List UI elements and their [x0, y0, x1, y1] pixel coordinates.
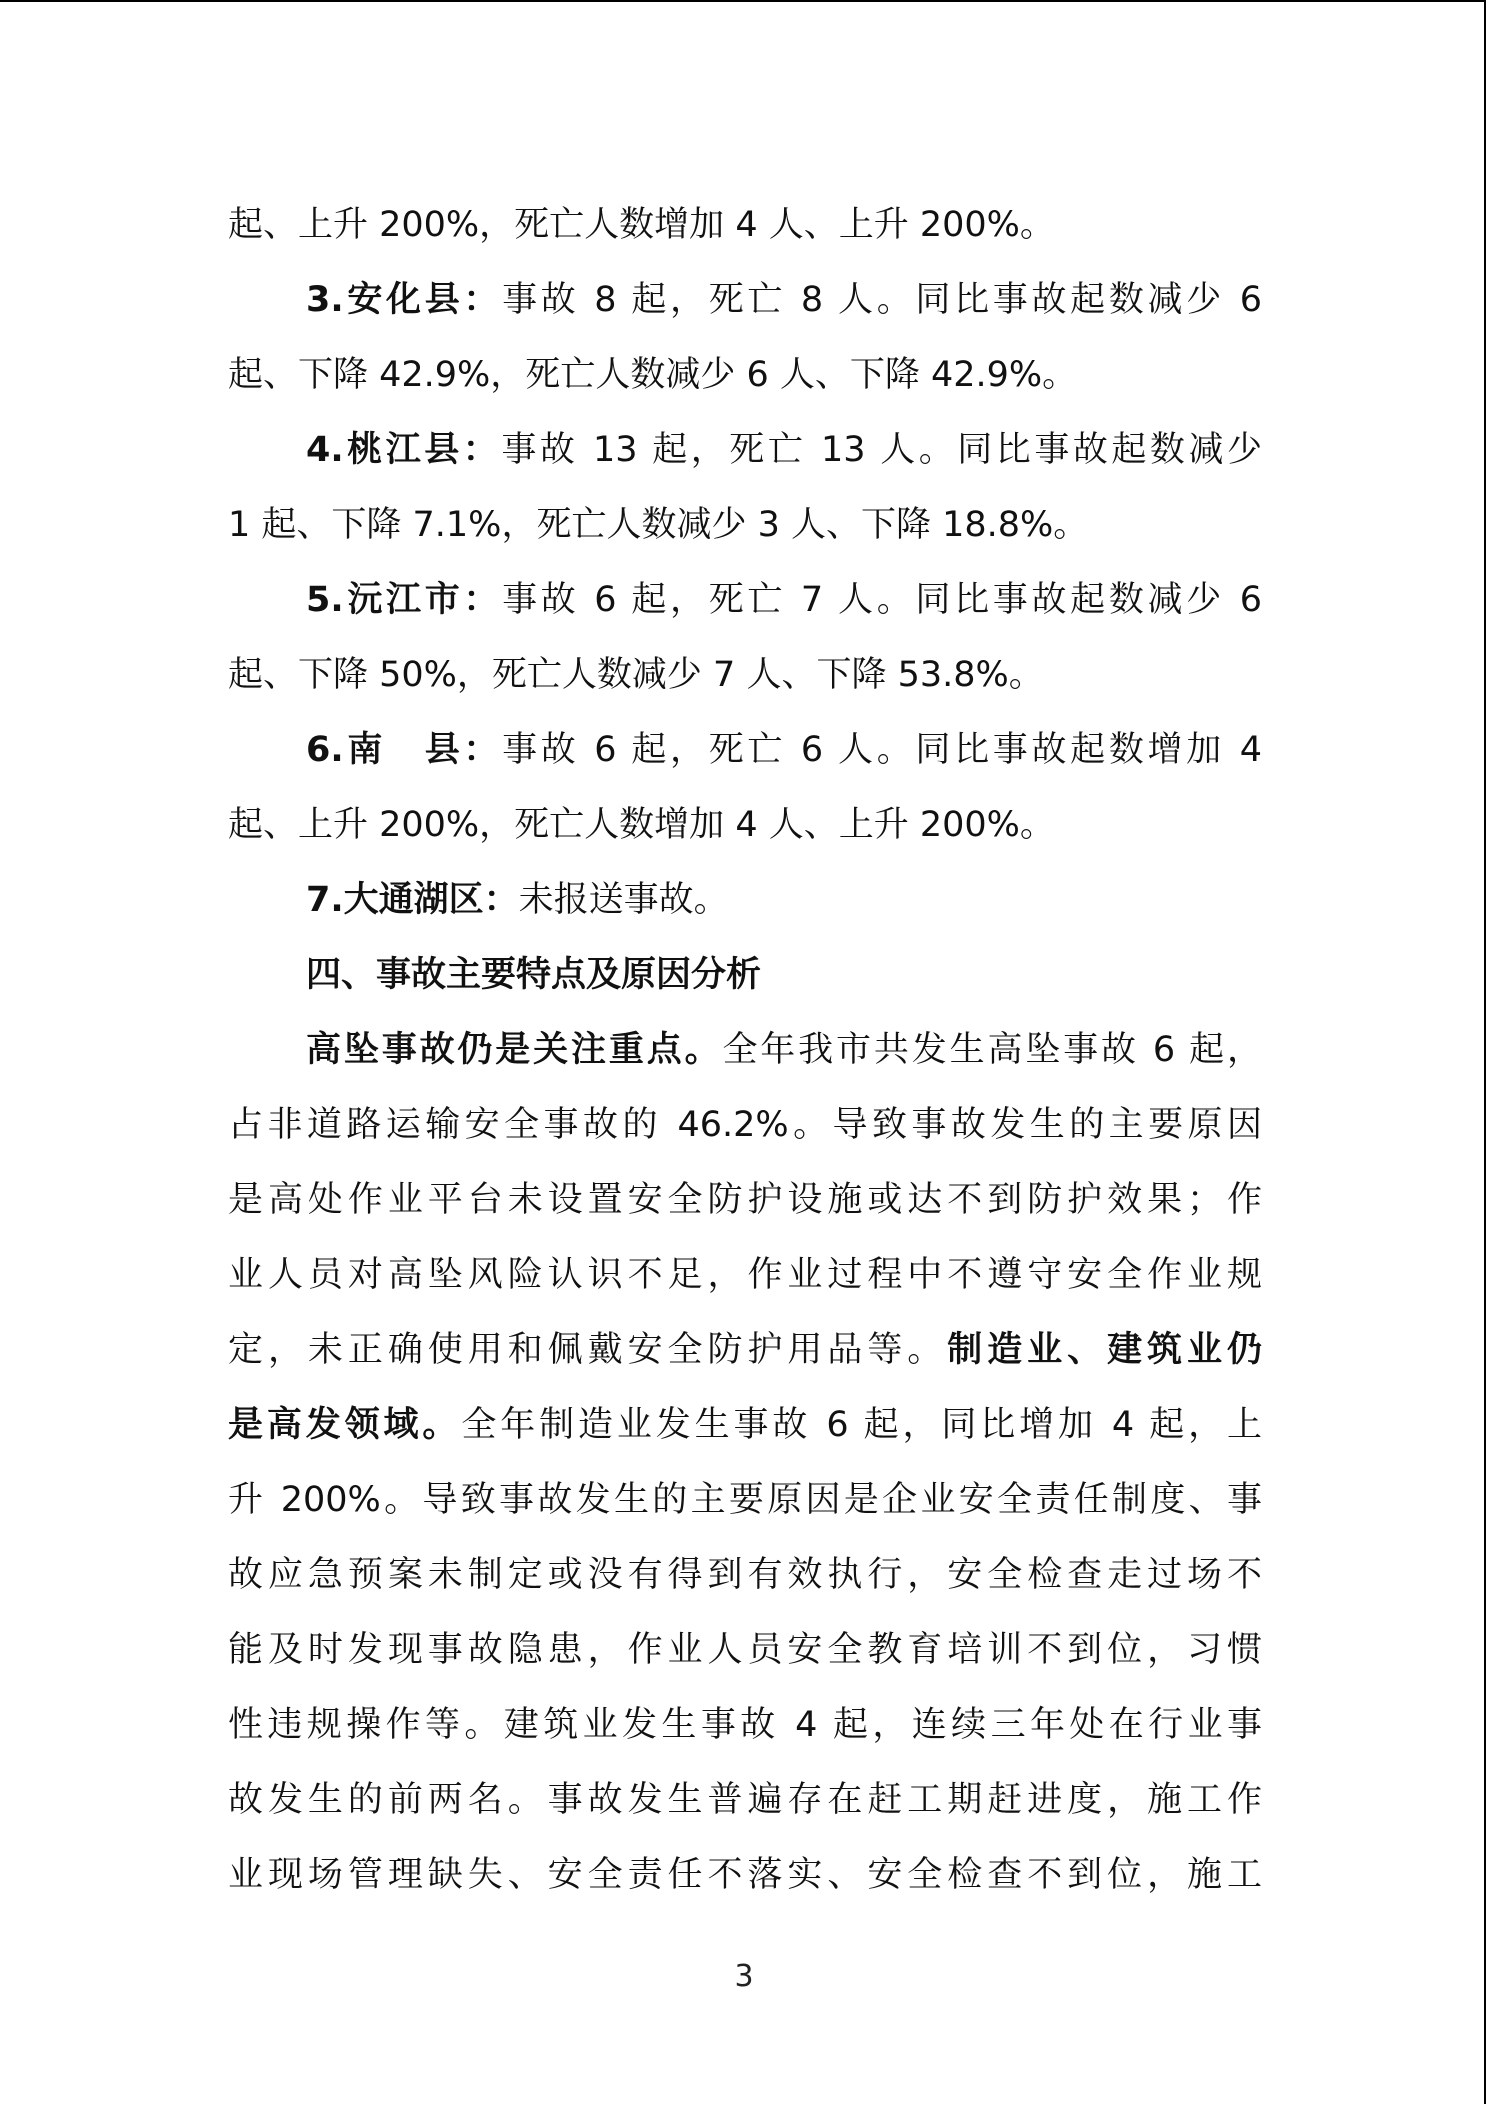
text-line: [228, 1388, 1262, 1463]
text-line: [228, 1613, 1262, 1688]
text: 未报送事故。: [518, 880, 729, 920]
key-point: 高坠事故仍是关注重点。: [306, 1030, 723, 1070]
text: 全年我市共发生高坠事故 6 起，: [722, 1030, 1262, 1070]
text-line: [228, 1463, 1262, 1538]
text: 起、下降 50%，死亡人数减少 7 人、下降 53.8%。: [228, 655, 1044, 695]
text: 全年制造业发生事故 6 起，同比增加 4 起，上: [461, 1405, 1262, 1445]
county-label: 4.桃江县：: [306, 430, 502, 470]
text-line: [228, 1313, 1262, 1388]
text: 能及时发现事故隐患，作业人员安全教育培训不到位，习惯: [228, 1630, 1262, 1670]
text: 起、上升 200%，死亡人数增加 4 人、上升 200%。: [228, 205, 1055, 245]
text-line: [228, 1163, 1262, 1238]
county-label: 5.沅江市：: [306, 580, 503, 620]
text-line: [228, 1838, 1262, 1913]
text-line: [228, 488, 1262, 563]
county-label: 3.安化县：: [306, 280, 503, 320]
text: 起、上升 200%，死亡人数增加 4 人、上升 200%。: [228, 805, 1055, 845]
text-line: [228, 1238, 1262, 1313]
text: 事故 13 起，死亡 13 人。同比事故起数减少: [501, 430, 1262, 470]
text: 定，未正确使用和佩戴安全防护用品等。: [228, 1330, 948, 1370]
document-body: [228, 188, 1262, 1913]
text: 起、下降 42.9%，死亡人数减少 6 人、下降 42.9%。: [228, 355, 1078, 395]
heading-text: 四、事故主要特点及原因分析: [306, 955, 762, 995]
county-label: 7.大通湖区：: [306, 880, 519, 920]
county-item-datonghu: [228, 863, 1262, 938]
text: 故应急预案未制定或没有得到有效执行，安全检查走过场不: [228, 1555, 1262, 1595]
text-line: [228, 1538, 1262, 1613]
text-line: [228, 188, 1262, 263]
text-line: [228, 1088, 1262, 1163]
text: 是高处作业平台未设置安全防护设施或达不到防护效果；作: [228, 1180, 1262, 1220]
county-item-yuanjiang: [228, 563, 1262, 638]
text: 性违规操作等。建筑业发生事故 4 起，连续三年处在行业事: [228, 1705, 1262, 1745]
text-line: [228, 1688, 1262, 1763]
key-point: 制造业、建筑业仍: [947, 1330, 1262, 1370]
text: 故发生的前两名。事故发生普遍存在赶工期赶进度，施工作: [228, 1780, 1262, 1820]
text: 事故 6 起，死亡 6 人。同比事故起数增加 4: [502, 730, 1262, 770]
text: 占非道路运输安全事故的 46.2%。导致事故发生的主要原因: [228, 1105, 1262, 1145]
text-line: [228, 638, 1262, 713]
county-item-taojiang: [228, 413, 1262, 488]
page-number: 3: [734, 1959, 754, 1994]
text-line: [228, 1763, 1262, 1838]
text: 业人员对高坠风险认识不足，作业过程中不遵守安全作业规: [228, 1255, 1262, 1295]
section-heading: [228, 938, 1262, 1013]
key-point: 是高发领域。: [228, 1405, 462, 1445]
county-item-nanxian: [228, 713, 1262, 788]
text: 事故 8 起，死亡 8 人。同比事故起数减少 6: [502, 280, 1262, 320]
text: 1 起、下降 7.1%，死亡人数减少 3 人、下降 18.8%。: [228, 505, 1089, 545]
text: 升 200%。导致事故发生的主要原因是企业安全责任制度、事: [228, 1480, 1262, 1520]
county-item-anhua: [228, 263, 1262, 338]
text: 业现场管理缺失、安全责任不落实、安全检查不到位，施工: [228, 1855, 1262, 1895]
text-line: [228, 338, 1262, 413]
text-line: [228, 1013, 1262, 1088]
text-line: [228, 788, 1262, 863]
county-label: 6.南 县：: [306, 730, 503, 770]
text: 事故 6 起，死亡 7 人。同比事故起数减少 6: [502, 580, 1262, 620]
